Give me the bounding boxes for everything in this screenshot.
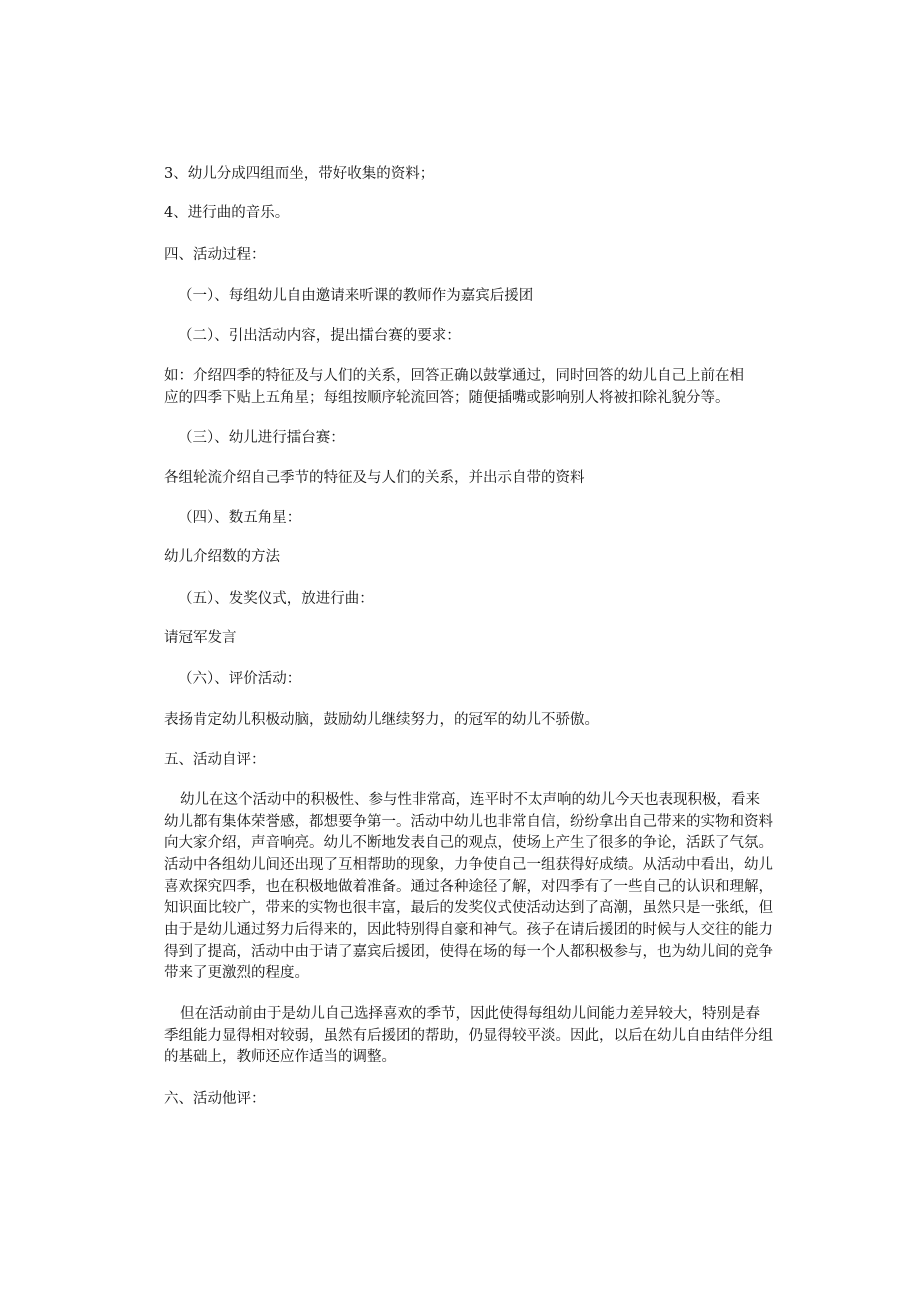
paragraph-line: 带来了更激烈的程度。	[164, 965, 309, 981]
paragraph-line: 知识面比较广，带来的实物也很丰富，最后的发奖仪式使活动达到了高潮，虽然只是一张纸，但	[164, 900, 773, 916]
paragraph: 幼儿介绍数的方法	[164, 549, 280, 565]
paragraph-line: 活动中各组幼儿间还出现了互相帮助的现象，力争使自己一组获得好成绩。从活动中看出，幼儿	[164, 857, 773, 873]
paragraph-line: 的基础上，教师还应作适当的调整。	[164, 1049, 396, 1065]
paragraph-line: 由于是幼儿通过努力后得来的，因此特别得自豪和神气。孩子在请后援团的时候与人交往的能力	[164, 922, 773, 938]
paragraph-line: 幼儿都有集体荣誉感，都想要争第一。活动中幼儿也非常自信，纷纷拿出自己带来的实物和资料	[164, 814, 773, 830]
sub-heading: （二）、引出活动内容，提出擂台赛的要求：	[178, 328, 461, 344]
paragraph-line: 幼儿在这个活动中的积极性、参与性非常高，连平时不太声响的幼儿今天也表现积极，看来	[180, 792, 760, 808]
paragraph: 各组轮流介绍自己季节的特征及与人们的关系，并出示自带的资料	[164, 470, 585, 486]
section-heading: 四、活动过程：	[164, 247, 266, 263]
paragraph-line: 如：介绍四季的特征及与人们的关系，回答正确以鼓掌通过，同时回答的幼儿自己上前在相	[164, 368, 744, 384]
section-heading: 五、活动自评：	[164, 752, 266, 768]
section-heading: 六、活动他评：	[164, 1091, 266, 1107]
paragraph-line: 但在活动前由于是幼儿自己选择喜欢的季节，因此使得每组幼儿间能力差异较大，特别是春	[180, 1006, 760, 1022]
paragraph-line: 喜欢探究四季，也在积极地做着准备。通过各种途径了解，对四季有了一些自己的认识和理解，	[164, 879, 773, 895]
list-item: 3、幼儿分成四组而坐，带好收集的资料；	[164, 166, 435, 182]
paragraph-line: 得到了提高，活动中由于请了嘉宾后援团，使得在场的每一个人都积极参与，也为幼儿间的竞争	[164, 944, 773, 960]
paragraph: 请冠军发言	[164, 630, 237, 646]
paragraph: 表扬肯定幼儿积极动脑，鼓励幼儿继续努力，的冠军的幼儿不骄傲。	[164, 712, 599, 728]
sub-heading: （三）、幼儿进行擂台赛：	[178, 430, 345, 446]
sub-heading: （六）、评价活动：	[178, 671, 302, 687]
sub-heading: （四）、数五角星：	[178, 510, 302, 526]
list-item: 4、进行曲的音乐。	[164, 205, 290, 221]
sub-heading: （一）、每组幼儿自由邀请来听课的教师作为嘉宾后援团	[178, 288, 534, 304]
paragraph-line: 应的四季下贴上五角星；每组按顺序轮流回答；随便插嘴或影响别人将被扣除礼貌分等。	[164, 390, 730, 406]
sub-heading: （五）、发奖仪式，放进行曲：	[178, 591, 374, 607]
paragraph-line: 向大家介绍，声音响亮。幼儿不断地发表自己的观点，使场上产生了很多的争论，活跃了气氛。	[164, 835, 773, 851]
paragraph-line: 季组能力显得相对较弱，虽然有后援团的帮助，仍显得较平淡。因此，以后在幼儿自由结伴分组	[164, 1028, 773, 1044]
